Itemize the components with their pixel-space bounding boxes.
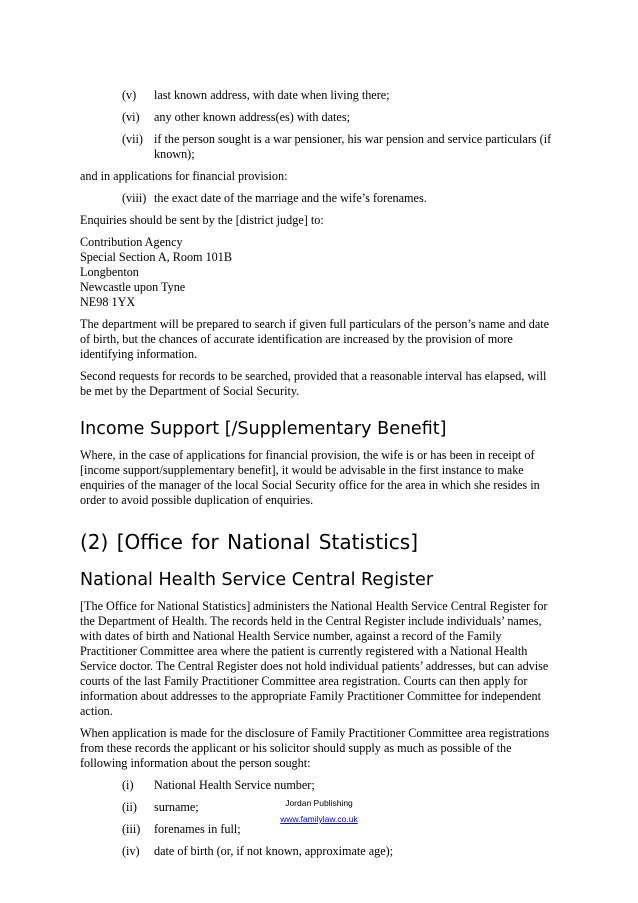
application-paragraph: When application is made for the disclosure of Family Practitioner Committee area registrations from these records the applicant or his solicitor should supply as much as possible of the following information about the person sought:	[80, 726, 550, 770]
list-number: (vi)	[122, 110, 140, 124]
list-number: (iii)	[122, 822, 141, 836]
page-footer	[0, 795, 638, 827]
address-line: Newcastle upon Tyne	[80, 280, 186, 294]
list-item	[122, 191, 558, 206]
list-number: (vii)	[122, 132, 143, 146]
list-text: forenames in full;	[154, 822, 241, 836]
nhs-register-heading: National Health Service Central Register	[80, 570, 434, 590]
address-line: NE98 1YX	[80, 295, 136, 309]
list-text: date of birth (or, if not known, approximate age);	[154, 844, 394, 858]
list-text: any other known address(es) with dates;	[154, 110, 350, 124]
address-block	[80, 235, 558, 310]
intro-financial-paragraph: and in applications for financial provision:	[80, 169, 288, 183]
list-text: National Health Service number;	[154, 778, 315, 792]
nhs-register-paragraph: [The Office for National Statistics] administers the National Health Service Central Register for the Department of Health. The records held in the Central Register include individuals’ names, with dates of birth and National Health Service number, against a record of the Family Practitioner Committee area where the patient is currently registered with a National Health Service doctor. The Central Register does not hold individual patients’ addresses, but can advise courts of the last Family Practitioner Committee area registration. Courts can then apply for information about addresses to the appropriate Family Practitioner Committee for independent action.	[80, 599, 549, 718]
address-line: Contribution Agency	[80, 235, 183, 249]
list-item	[122, 844, 558, 859]
income-support-heading: Income Support [/Supplementary Benefit]	[80, 419, 447, 439]
ons-heading: (2) [Office for National Statistics]	[80, 530, 419, 554]
list-item	[122, 88, 558, 103]
document-body	[80, 88, 558, 866]
enquiries-paragraph: Enquiries should be sent by the [district judge] to:	[80, 213, 324, 227]
list-number: (ii)	[122, 800, 137, 814]
list-number: (v)	[122, 88, 137, 102]
list-number: (i)	[122, 778, 134, 792]
second-request-paragraph: Second requests for records to be searched, provided that a reasonable interval has elapsed, will be met by the Department of Social Security.	[80, 369, 547, 398]
address-line: Special Section A, Room 101B	[80, 250, 232, 264]
address-line: Longbenton	[80, 265, 139, 279]
list-text: surname;	[154, 800, 199, 814]
list-item	[122, 110, 558, 125]
publisher-name: Jordan Publishing	[285, 798, 353, 808]
list-text: the exact date of the marriage and the wife’s forenames.	[154, 191, 427, 205]
list-item	[122, 778, 558, 793]
list-item	[122, 132, 558, 162]
search-paragraph: The department will be prepared to search if given full particulars of the person’s name and date of birth, but the chances of accurate identification are increased by the provision of more identifying information.	[80, 317, 550, 361]
publisher-link[interactable]: www.familylaw.co.uk	[280, 814, 358, 824]
list-number: (viii)	[122, 191, 147, 205]
income-support-paragraph: Where, in the case of applications for financial provision, the wife is or has been in receipt of [income support/supplementary benefit], it would be advisable in the first instance to make enquiries of the manager of the local Social Security office for the area in which she resides in order to avoid possible duplication of enquiries.	[80, 448, 540, 507]
list-number: (iv)	[122, 844, 140, 858]
list-text: last known address, with date when living there;	[154, 88, 390, 102]
list-text: if the person sought is a war pensioner, his war pension and service particulars (if known);	[154, 132, 552, 161]
